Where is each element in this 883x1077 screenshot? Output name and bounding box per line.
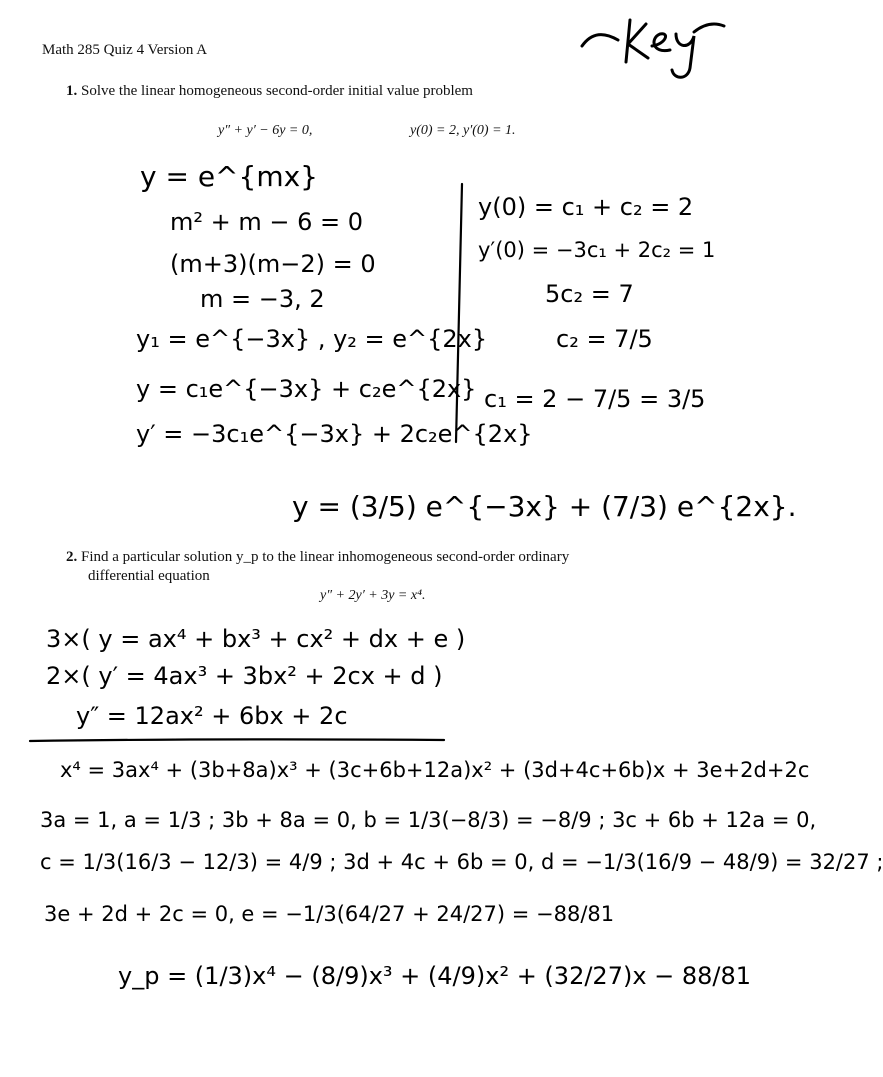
q2-sum-rule (28, 736, 448, 746)
q2-work-line: x⁴ = 3ax⁴ + (3b+8a)x³ + (3c+6b+12a)x² + (3d+4c+6b)x + 3e+2d+2c (60, 758, 810, 782)
q1-work-line: (m+3)(m−2) = 0 (170, 250, 376, 278)
key-signature (578, 6, 728, 84)
q2-number: 2. (66, 549, 78, 565)
q2-final-answer: y_p = (1/3)x⁴ − (8/9)x³ + (4/9)x² + (32/27)x − 88/81 (118, 962, 752, 990)
q2-work-line: c = 1/3(16/3 − 12/3) = 4/9 ; 3d + 4c + 6b = 0, d = −1/3(16/9 − 48/9) = 32/27 ; (40, 850, 883, 874)
q2-work-line: 3×( y = ax⁴ + bx³ + cx² + dx + e ) (46, 625, 466, 653)
q1-work-line: y = e^{mx} (140, 160, 318, 193)
q2-work-line: 3a = 1, a = 1/3 ; 3b + 8a = 0, b = 1/3(−8/3) = −8/9 ; 3c + 6b + 12a = 0, (40, 808, 817, 832)
q1-work-line: y₁ = e^{−3x} , y₂ = e^{2x} (136, 325, 488, 353)
q1-work-line: m = −3, 2 (200, 285, 325, 313)
q1-equation: y″ + y′ − 6y = 0, (218, 123, 313, 138)
q1-work-line: y′(0) = −3c₁ + 2c₂ = 1 (478, 238, 716, 262)
q1-work-line: y = c₁e^{−3x} + c₂e^{2x} (136, 375, 477, 403)
q2-work-line: y″ = 12ax² + 6bx + 2c (76, 702, 348, 730)
q1-column-divider (452, 180, 468, 445)
q2-work-line: 3e + 2d + 2c = 0, e = −1/3(64/27 + 24/27) = −88/81 (44, 902, 615, 926)
q1-number: 1. (66, 83, 78, 99)
q1-final-answer: y = (3/5) e^{−3x} + (7/3) e^{2x}. (292, 490, 797, 523)
q1-initial-conditions: y(0) = 2, y′(0) = 1. (410, 123, 516, 138)
q2-equation: y″ + 2y′ + 3y = x⁴. (320, 588, 426, 603)
q2-prompt (66, 549, 569, 566)
q1-work-line: c₁ = 2 − 7/5 = 3/5 (484, 385, 706, 413)
q1-work-line: 5c₂ = 7 (545, 280, 634, 308)
q2-prompt-text: Find a particular solution y_p to the linear inhomogeneous second-order ordinary (81, 549, 570, 565)
q1-work-line: m² + m − 6 = 0 (170, 208, 364, 236)
q1-work-line: c₂ = 7/5 (556, 325, 653, 353)
q2-prompt-line2: differential equation (88, 568, 210, 584)
q1-work-line: y(0) = c₁ + c₂ = 2 (478, 193, 694, 221)
q1-prompt-text: Solve the linear homogeneous second-order initial value problem (81, 83, 473, 99)
q1-prompt (66, 83, 473, 100)
quiz-title: Math 285 Quiz 4 Version A (42, 42, 208, 58)
q1-work-line: y′ = −3c₁e^{−3x} + 2c₂e^{2x} (136, 420, 533, 448)
q2-work-line: 2×( y′ = 4ax³ + 3bx² + 2cx + d ) (46, 662, 443, 690)
